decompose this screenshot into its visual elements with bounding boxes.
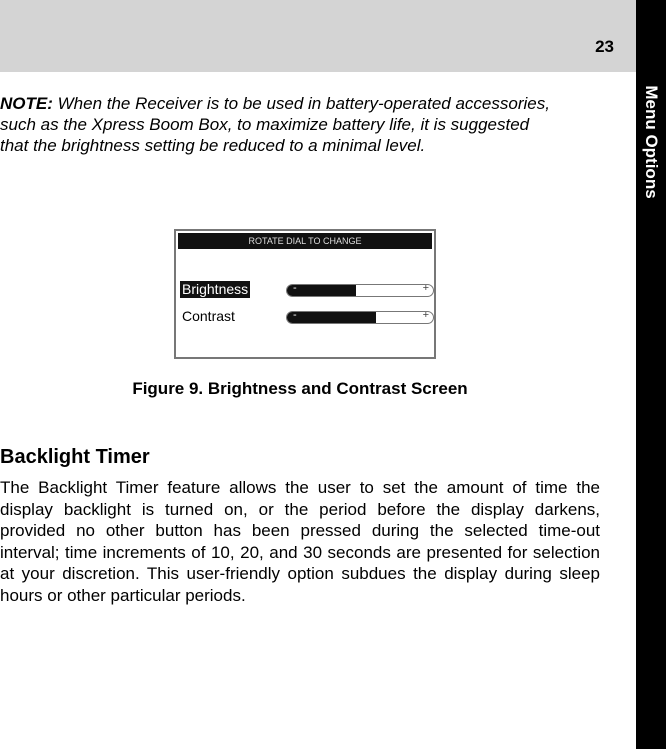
figure-caption: Figure 9. Brightness and Contrast Screen [132, 379, 468, 398]
side-tab [636, 0, 666, 749]
brightness-plus-icon: + [422, 284, 429, 294]
side-tab-label: Menu Options [642, 85, 661, 199]
page-number: 23 [595, 37, 614, 56]
note-text: When the Receiver is to be used in battery-operated accessories, such as the Xpress Boom Box, to maximize battery life, it is suggested that the brightness setting be reduced to a minimal level. [0, 94, 550, 155]
contrast-label: Contrast [182, 308, 235, 324]
contrast-slider [286, 311, 434, 324]
contrast-minus-icon: - [293, 311, 297, 321]
brightness-minus-icon: - [293, 284, 297, 294]
header-bar [0, 0, 636, 72]
contrast-slider-fill [287, 312, 376, 323]
contrast-plus-icon: + [422, 311, 429, 321]
brightness-label: Brightness [182, 281, 249, 297]
brightness-slider [286, 284, 434, 297]
note-label: NOTE: [0, 94, 53, 113]
section-heading: Backlight Timer [0, 446, 150, 468]
brightness-slider-fill [287, 285, 356, 296]
section-body: The Backlight Timer feature allows the user to set the amount of time the display backlight is turned on, or the period before the display darkens, provided no other button has been pressed during the selected time-out interval; time increments of 10, 20, and 30 seconds are presented for selection at your discretion. This user-friendly option subdues the display during sleep hours or other particular periods. [0, 478, 600, 605]
screen-header: ROTATE DIAL TO CHANGE [178, 233, 432, 249]
brightness-contrast-figure [174, 229, 436, 359]
note-paragraph [0, 93, 560, 156]
